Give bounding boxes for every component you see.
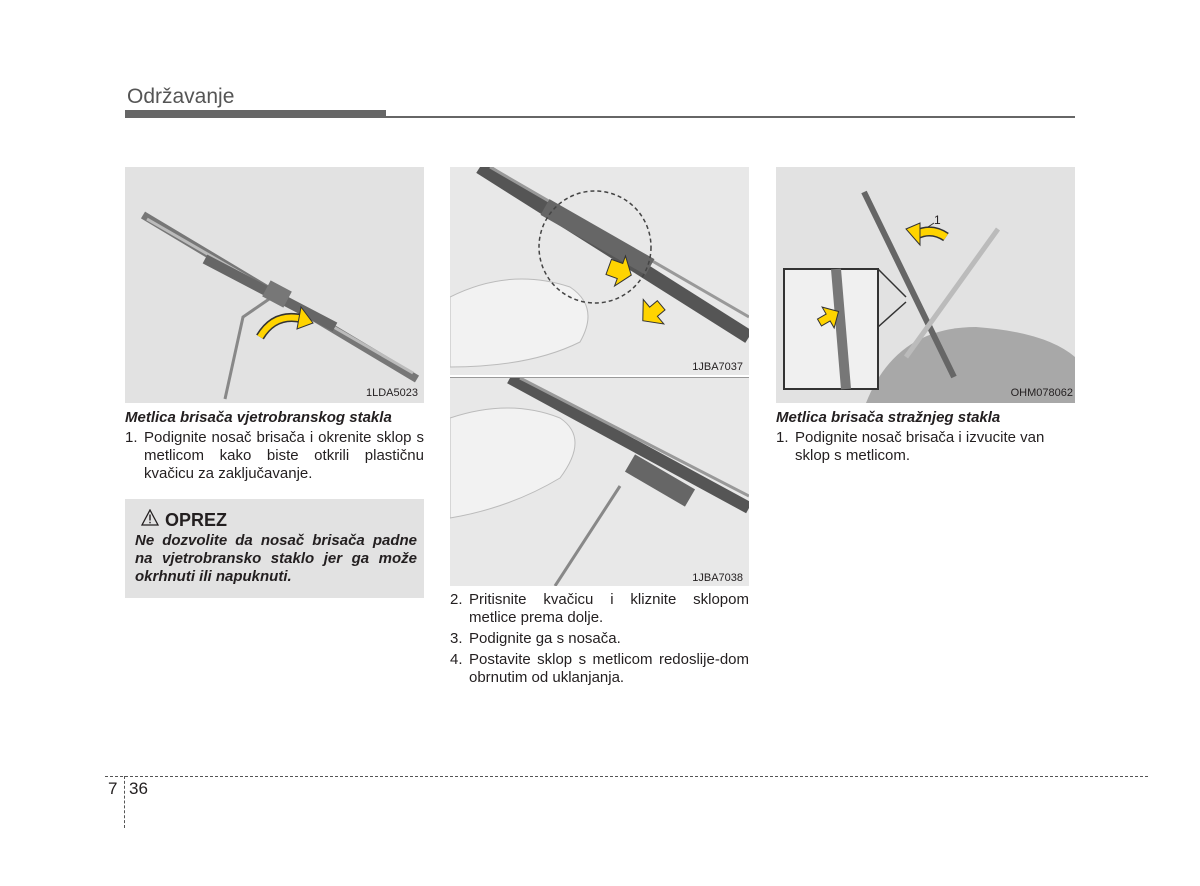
step-text: Podignite nosač brisača i izvucite van sklop s metlicom. — [795, 429, 1045, 464]
step-number: 2. — [450, 591, 463, 608]
step-number: 1. — [776, 429, 789, 446]
step-number: 3. — [450, 630, 463, 647]
press-clip-illustration — [450, 167, 749, 375]
callout-number: 1 — [934, 213, 941, 227]
footer-rule — [105, 776, 1148, 777]
caution-title: OPREZ — [165, 510, 228, 530]
step-number: 4. — [450, 651, 463, 668]
figure-press-clip — [450, 167, 749, 375]
page-number: 36 — [129, 779, 148, 798]
rear-wiper-caption: Metlica brisača stražnjeg stakla — [776, 409, 1001, 426]
chapter-number: 7 — [108, 779, 118, 798]
figure-code: OHM078062 — [1010, 387, 1073, 399]
section-title: Održavanje — [127, 85, 235, 108]
caution-text: Ne dozvolite da nosač brisača padne na vjetrobransko staklo jer ga može okrhnuti ili napuknuti. — [135, 532, 417, 585]
step-text: Postavite sklop s metlicom redoslije-dom obrnutim od uklanjanja. — [469, 651, 749, 686]
footer-divider — [124, 776, 125, 828]
figure-windshield-wiper — [125, 167, 424, 403]
header-rule-thick — [125, 110, 386, 118]
figure-code: 1JBA7037 — [692, 361, 743, 373]
windshield-wiper-caption: Metlica brisača vjetrobranskog stakla — [125, 409, 392, 426]
step-text: Podignite nosač brisača i okrenite sklop s metlicom kako biste otkrili plastičnu kvačicu za zaključavanje. — [144, 429, 424, 482]
caution-box — [125, 499, 424, 598]
figure-code: 1LDA5023 — [366, 387, 418, 399]
figure-slide-blade — [450, 377, 749, 586]
step-text: Pritisnite kvačicu i kliznite sklopom metlice prema dolje. — [469, 591, 749, 626]
figure-rear-wiper — [776, 167, 1075, 403]
step-text: Podignite ga s nosača. — [469, 630, 621, 647]
figure-code: 1JBA7038 — [692, 572, 743, 584]
warning-icon — [141, 509, 159, 526]
slide-blade-illustration — [450, 378, 749, 586]
rear-wiper-illustration — [776, 167, 1075, 403]
middle-steps — [450, 591, 749, 691]
windshield-wiper-illustration — [125, 167, 424, 403]
step-number: 1. — [125, 429, 138, 446]
header-rule-thin — [386, 116, 1075, 118]
